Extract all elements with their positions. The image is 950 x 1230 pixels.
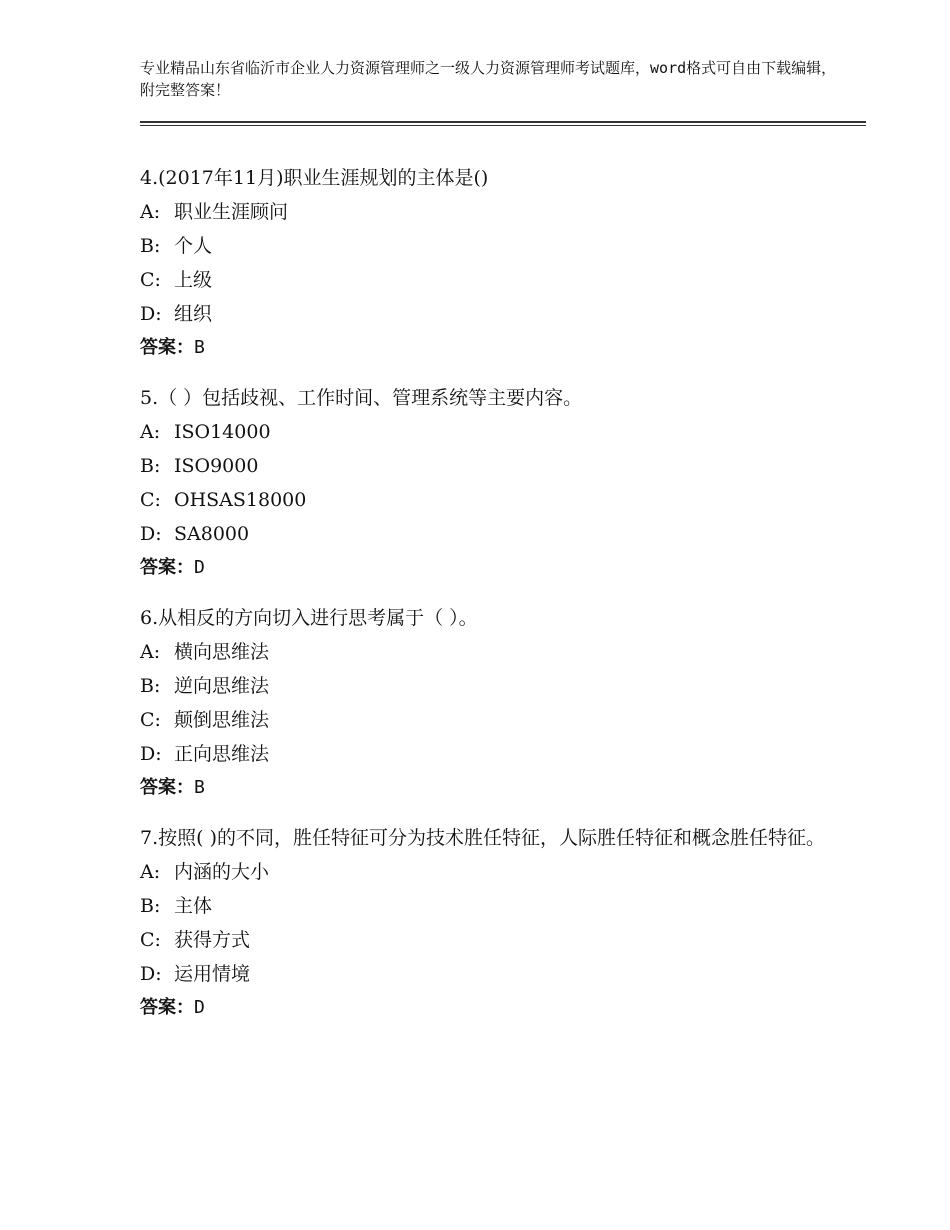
header-divider: [140, 121, 866, 123]
question-list: [140, 161, 830, 1041]
question-title: 7.按照( )的不同，胜任特征可分为技术胜任特征，人际胜任特征和概念胜任特征。: [140, 827, 825, 849]
question-5: [140, 381, 830, 585]
option-text: 个人: [174, 235, 213, 257]
option-letter: C:: [140, 929, 161, 951]
option-b: [140, 229, 830, 263]
document-header: [140, 57, 840, 101]
option-letter: C:: [140, 709, 161, 731]
option-text: 上级: [174, 269, 213, 291]
option-b: [140, 669, 830, 703]
option-text: OHSAS18000: [174, 489, 307, 511]
option-c: [140, 923, 830, 957]
header-text: 专业精品山东省临沂市企业人力资源管理师之一级人力资源管理师考试题库，word格式可自由下载编辑，附完整答案！: [140, 59, 837, 99]
option-letter: D:: [140, 963, 162, 985]
option-text: ISO9000: [174, 455, 259, 477]
option-letter: A:: [140, 421, 161, 443]
option-d: [140, 957, 830, 991]
answer-value: D: [194, 997, 205, 1018]
option-d: [140, 737, 830, 771]
option-letter: D:: [140, 743, 162, 765]
question-title: 6.从相反的方向切入进行思考属于（ ）。: [140, 607, 478, 629]
header-divider-thin: [140, 125, 866, 126]
answer-line: [140, 771, 830, 805]
option-letter: A:: [140, 201, 161, 223]
option-b: [140, 889, 830, 923]
option-text: 逆向思维法: [174, 675, 270, 697]
answer-label: 答案：: [140, 557, 194, 578]
option-letter: C:: [140, 269, 161, 291]
option-text: SA8000: [174, 523, 250, 545]
answer-value: B: [194, 777, 205, 798]
answer-line: [140, 331, 830, 365]
option-letter: D:: [140, 303, 162, 325]
option-a: [140, 415, 830, 449]
question-6: [140, 601, 830, 805]
answer-line: [140, 991, 830, 1025]
option-text: 内涵的大小: [174, 861, 270, 883]
option-a: [140, 195, 830, 229]
option-letter: B:: [140, 895, 161, 917]
option-text: 横向思维法: [174, 641, 270, 663]
answer-line: [140, 551, 830, 585]
answer-label: 答案：: [140, 337, 194, 358]
answer-label: 答案：: [140, 777, 194, 798]
option-letter: D:: [140, 523, 162, 545]
option-letter: C:: [140, 489, 161, 511]
option-letter: B:: [140, 675, 161, 697]
question-title: 5.（ ）包括歧视、工作时间、管理系统等主要内容。: [140, 387, 583, 409]
option-c: [140, 703, 830, 737]
option-text: 职业生涯顾问: [174, 201, 289, 223]
option-text: 组织: [174, 303, 213, 325]
question-title: 4.(2017年11月)职业生涯规划的主体是(): [140, 167, 489, 189]
option-letter: A:: [140, 641, 161, 663]
option-text: 颠倒思维法: [174, 709, 270, 731]
option-text: 运用情境: [174, 963, 251, 985]
option-text: ISO14000: [174, 421, 271, 443]
option-b: [140, 449, 830, 483]
option-a: [140, 635, 830, 669]
question-7: [140, 821, 830, 1025]
answer-value: B: [194, 337, 205, 358]
answer-value: D: [194, 557, 205, 578]
option-letter: B:: [140, 235, 161, 257]
option-text: 主体: [174, 895, 213, 917]
option-letter: B:: [140, 455, 161, 477]
option-d: [140, 297, 830, 331]
answer-label: 答案：: [140, 997, 194, 1018]
option-c: [140, 263, 830, 297]
option-letter: A:: [140, 861, 161, 883]
option-c: [140, 483, 830, 517]
option-text: 正向思维法: [174, 743, 270, 765]
option-a: [140, 855, 830, 889]
option-text: 获得方式: [174, 929, 251, 951]
question-4: [140, 161, 830, 365]
option-d: [140, 517, 830, 551]
